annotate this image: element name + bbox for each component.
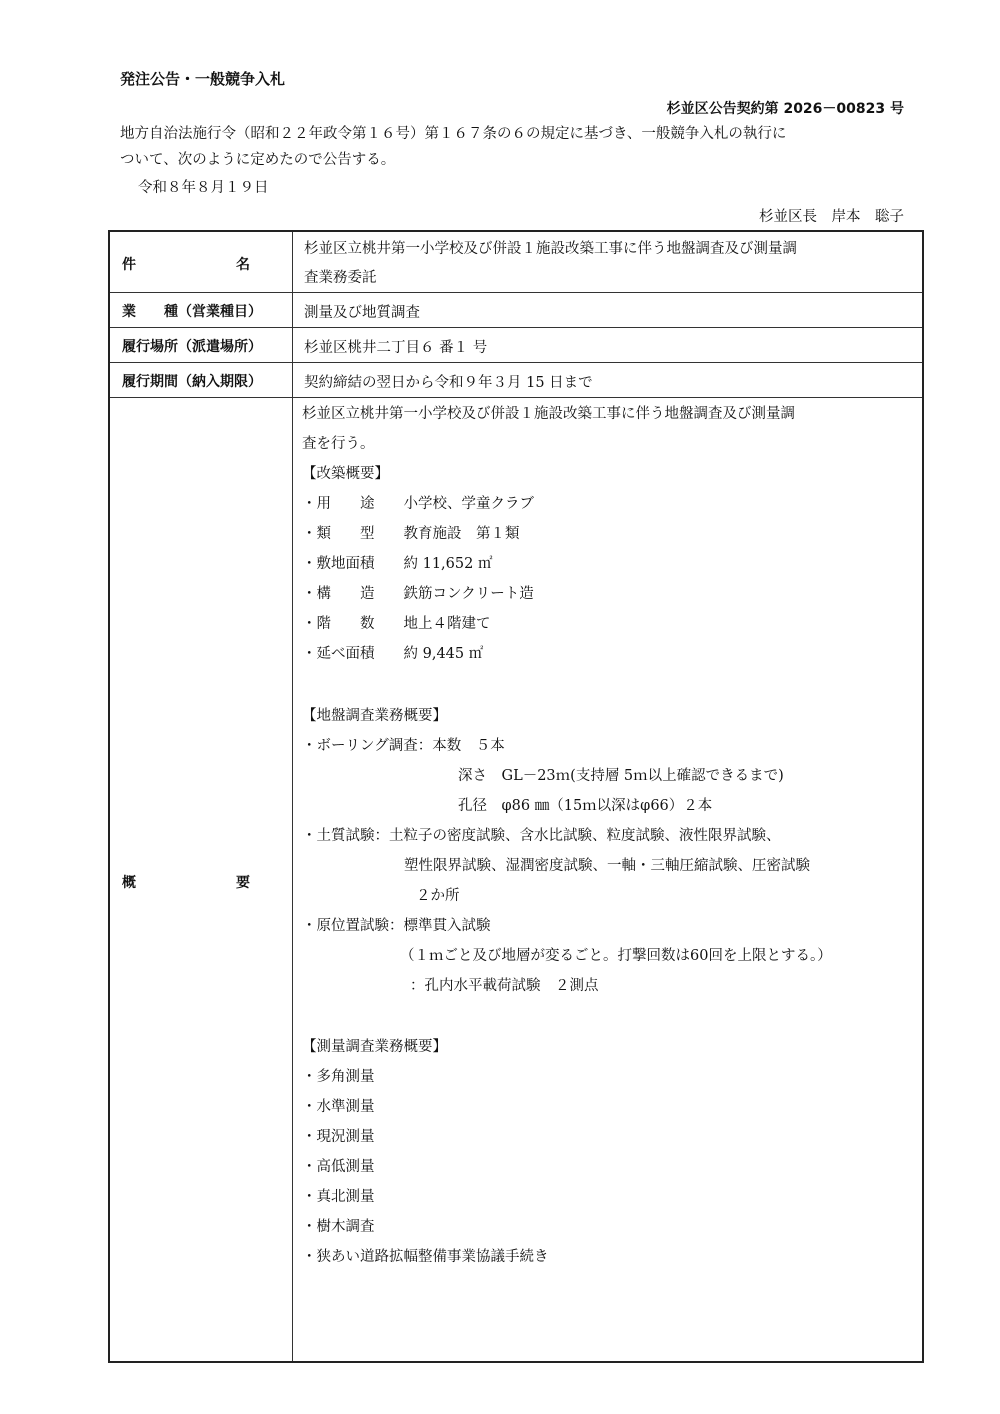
subject-label bbox=[122, 254, 250, 274]
summary-line: ・用 途 小学校、学童クラブ bbox=[302, 496, 534, 512]
subject-value-line-2: 査業務委託 bbox=[304, 270, 377, 286]
summary-line: ・構 造 鉄筋コンクリート造 bbox=[302, 586, 534, 602]
subject-label-a: 件 bbox=[122, 257, 136, 273]
section-heading: 【測量調査業務概要】 bbox=[302, 1039, 447, 1055]
summary-line: ・多角測量 bbox=[302, 1069, 375, 1085]
period-value: 契約締結の翌日から令和９年３月 15 日まで bbox=[304, 375, 593, 391]
summary-line: ・狭あい道路拡幅整備事業協議手続き bbox=[302, 1249, 549, 1265]
summary-line: 塑性限界試験、湿潤密度試験、一軸・三軸圧縮試験、圧密試験 bbox=[404, 858, 810, 874]
summary-line: ・階 数 地上４階建て bbox=[302, 616, 491, 632]
signer: 杉並区長 岸本 聡子 bbox=[759, 209, 904, 225]
document-title: 発注公告・一般競争入札 bbox=[120, 70, 286, 88]
summary-line: ・樹木調査 bbox=[302, 1219, 375, 1235]
summary-line: （１ｍごと及び地層が変るごと。打撃回数は60回を上限とする。） bbox=[400, 948, 832, 964]
summary-line: ・敷地面積 約 11,652 ㎡ bbox=[302, 556, 493, 572]
subject-value-line-1: 杉並区立桃井第一小学校及び併設１施設改築工事に伴う地盤調査及び測量調 bbox=[304, 241, 797, 257]
period-label: 履行期間（納入期限） bbox=[122, 374, 262, 390]
summary-line: ・高低測量 bbox=[302, 1159, 375, 1175]
summary-line: ・土質試験：土粒子の密度試験、含水比試験、粒度試験、液性限界試験、 bbox=[302, 828, 781, 844]
intro-line-1: 地方自治法施行令（昭和２２年政令第１６号）第１６７条の６の規定に基づき、一般競争入札の執行に bbox=[120, 126, 787, 142]
category-label bbox=[122, 301, 262, 321]
row-divider bbox=[110, 292, 922, 293]
row-divider bbox=[110, 362, 922, 363]
summary-line: ２か所 bbox=[416, 888, 460, 904]
summary-line: ・ボーリング調査：本数 ５本 bbox=[302, 738, 505, 754]
category-label-b: 種（営業種目） bbox=[164, 304, 262, 320]
category-label-a: 業 bbox=[122, 304, 136, 320]
row-divider bbox=[110, 327, 922, 328]
notice-table bbox=[108, 230, 924, 1363]
section-heading: 【地盤調査業務概要】 bbox=[302, 708, 447, 724]
summary-line: ：孔内水平載荷試験 ２測点 bbox=[410, 978, 599, 994]
subject-label-b: 名 bbox=[236, 257, 250, 273]
summary-label-a: 概 bbox=[122, 875, 136, 891]
summary-line: ・現況測量 bbox=[302, 1129, 375, 1145]
intro-line-2: ついて、次のように定めたので公告する。 bbox=[120, 152, 396, 168]
row-divider bbox=[110, 397, 922, 398]
summary-line: ・類 型 教育施設 第１類 bbox=[302, 526, 520, 542]
notice-number: 杉並区公告契約第 2026－00823 号 bbox=[666, 101, 904, 117]
category-value: 測量及び地質調査 bbox=[304, 305, 420, 321]
summary-line: 孔径 φ86 ㎜（15ｍ以深はφ66）２本 bbox=[458, 798, 713, 814]
summary-line: 深さ GL－23ｍ(支持層 5ｍ以上確認できるまで) bbox=[458, 768, 784, 784]
summary-line: 杉並区立桃井第一小学校及び併設１施設改築工事に伴う地盤調査及び測量調 bbox=[302, 406, 795, 422]
summary-line: ・真北測量 bbox=[302, 1189, 375, 1205]
summary-line: ・原位置試験：標準貫入試験 bbox=[302, 918, 491, 934]
section-heading: 【改築概要】 bbox=[302, 466, 389, 482]
location-value: 杉並区桃井二丁目６ 番１ 号 bbox=[304, 340, 488, 356]
summary-label-b: 要 bbox=[236, 875, 250, 891]
summary-line: ・水準測量 bbox=[302, 1099, 375, 1115]
summary-label bbox=[122, 872, 250, 892]
summary-line: ・延べ面積 約 9,445 ㎡ bbox=[302, 646, 484, 662]
location-label: 履行場所（派遣場所） bbox=[122, 339, 262, 355]
column-divider bbox=[292, 232, 293, 1361]
notice-date: 令和８年８月１９日 bbox=[138, 180, 269, 196]
summary-line: 査を行う。 bbox=[302, 436, 375, 452]
